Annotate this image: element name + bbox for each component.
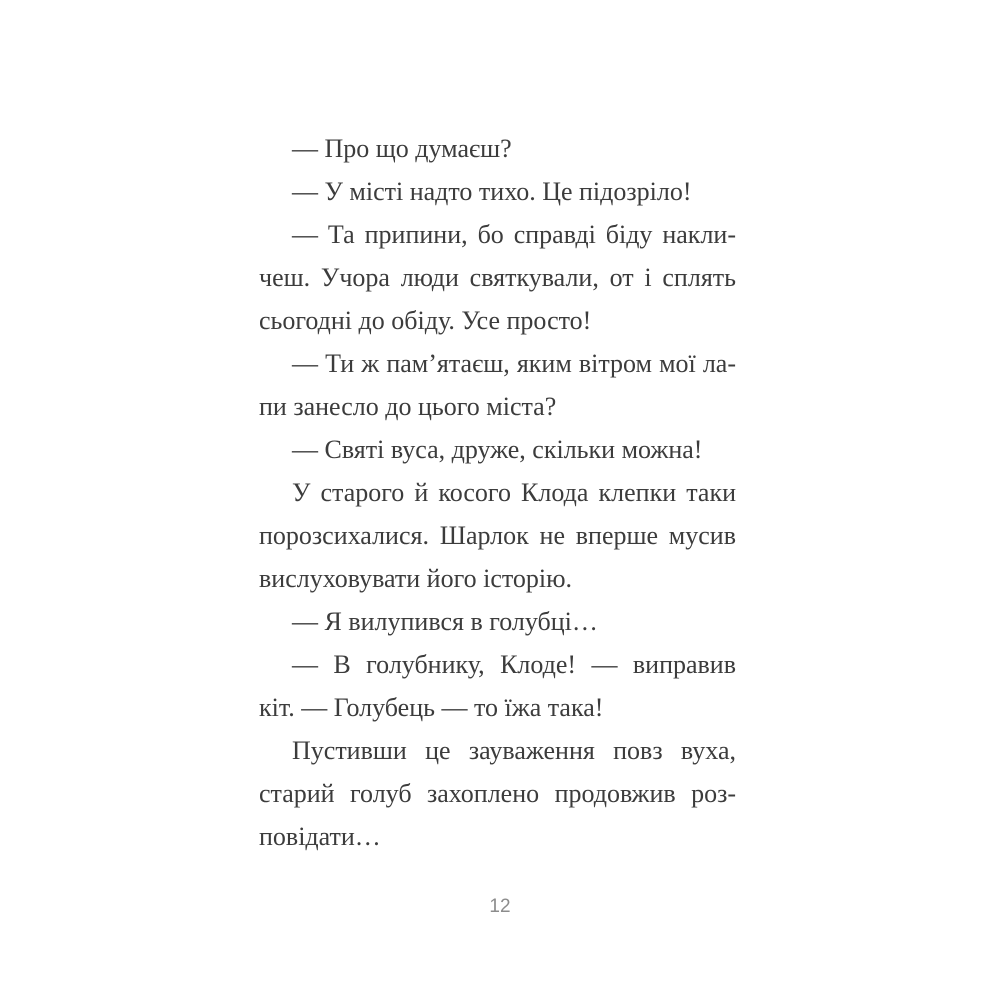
text-line: — Та припини, бо справді біду накли- — [292, 220, 736, 249]
text-line: — Святі вуса, друже, скільки можна! — [292, 435, 703, 464]
text-line: Пустивши це зауваження повз вуха, — [292, 736, 736, 765]
text-line: — Ти ж пам’ятаєш, яким вітром мої ла- — [292, 349, 736, 378]
text-line: — Я вилупився в голубці… — [292, 607, 598, 636]
text-line: — У місті надто тихо. Це підозріло! — [292, 177, 692, 206]
page-number: 12 — [489, 896, 511, 917]
text-line: повідати… — [259, 822, 381, 851]
text-block — [259, 127, 736, 858]
text-line: чеш. Учора люди святкували, от і сплять — [259, 263, 736, 292]
text-line: порозсихалися. Шарлок не вперше мусив — [259, 521, 736, 550]
text-line: кіт. — Голубець — то їжа така! — [259, 693, 604, 722]
text-line: — Про що думаєш? — [292, 134, 512, 163]
text-line: пи занесло до цього міста? — [259, 392, 557, 421]
text-line: — В голубнику, Клоде! — виправив — [292, 650, 736, 679]
text-line: сьогодні до обіду. Усе просто! — [259, 306, 592, 335]
text-line: вислуховувати його історію. — [259, 564, 573, 593]
text-line: У старого й косого Клода клепки таки — [292, 478, 736, 507]
text-line: старий голуб захоплено продовжив роз- — [259, 779, 736, 808]
